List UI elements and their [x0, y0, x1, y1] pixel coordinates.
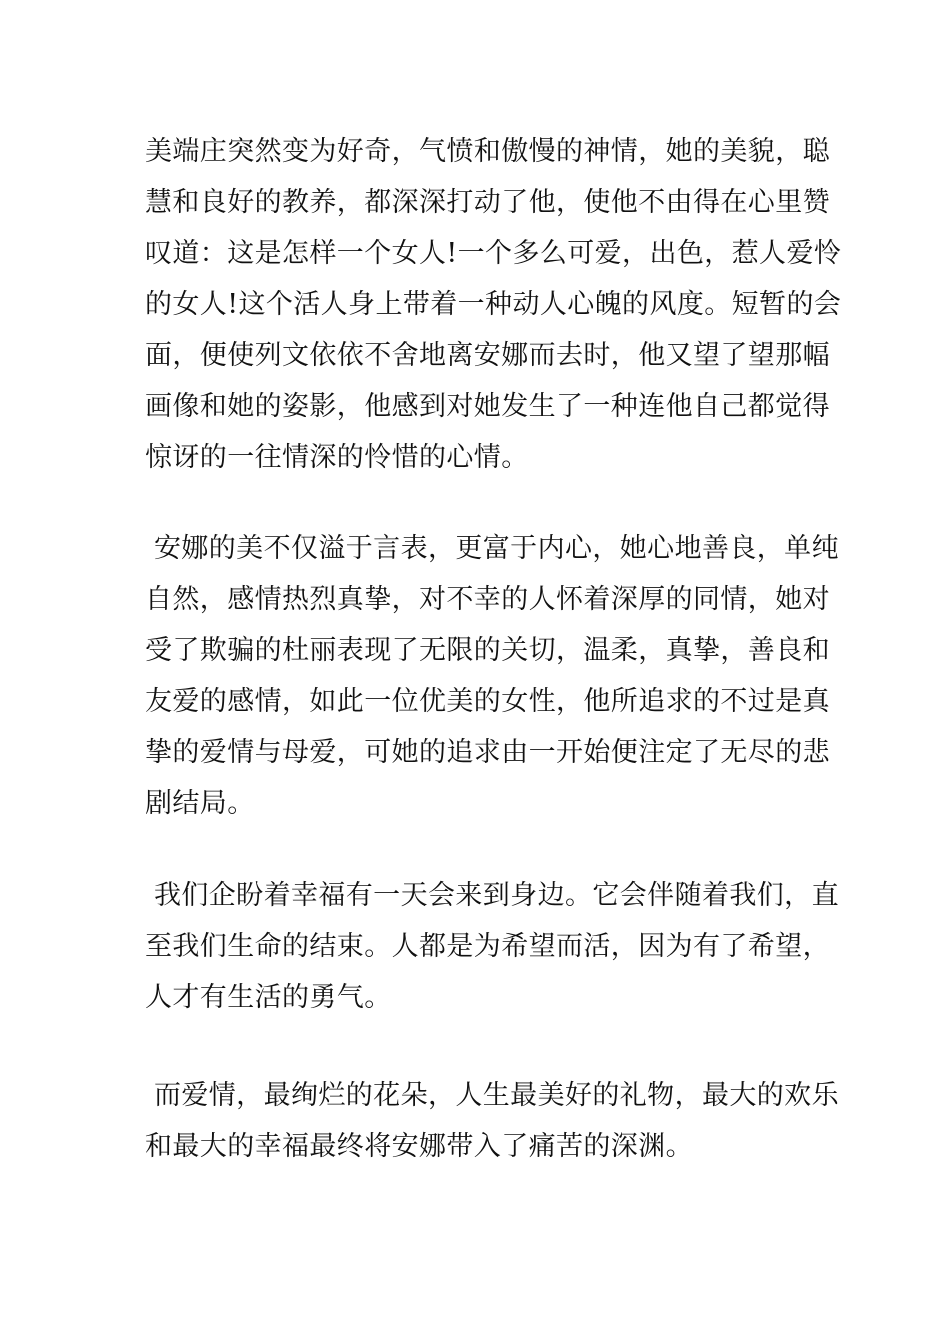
paragraph-2 — [145, 523, 839, 829]
text-line: 而爱情，最绚烂的花朵，人生最美好的礼物，最大的欢乐 — [145, 1080, 839, 1111]
text-line: 和最大的幸福最终将安娜带入了痛苦的深渊。 — [145, 1131, 693, 1162]
text-line: 自然，感情热烈真挚，对不幸的人怀着深厚的同情，她对 — [145, 584, 830, 615]
text-line: 友爱的感情，如此一位优美的女性，他所追求的不过是真 — [145, 686, 830, 717]
text-line: 我们企盼着幸福有一天会来到身边。它会伴随着我们，直 — [145, 880, 839, 911]
paragraph-4 — [145, 1070, 839, 1172]
text-line: 挚的爱情与母爱，可她的追求由一开始便注定了无尽的悲 — [145, 737, 830, 768]
text-line: 受了欺骗的杜丽表现了无限的关切，温柔，真挚，善良和 — [145, 635, 830, 666]
text-line: 的女人!这个活人身上带着一种动人心魄的风度。短暂的会 — [145, 289, 842, 320]
text-line: 至我们生命的结束。人都是为希望而活，因为有了希望， — [145, 931, 830, 962]
text-line: 面，便使列文依依不舍地离安娜而去时，他又望了望那幅 — [145, 340, 830, 371]
text-line: 画像和她的姿影，他感到对她发生了一种连他自己都觉得 — [145, 391, 830, 422]
text-line: 安娜的美不仅溢于言表，更富于内心，她心地善良，单纯 — [145, 533, 839, 564]
paragraph-3 — [145, 870, 839, 1023]
text-line: 剧结局。 — [145, 788, 255, 819]
text-line: 惊讶的一往情深的怜惜的心情。 — [145, 442, 529, 473]
text-line: 叹道：这是怎样一个女人!一个多么可爱，出色，惹人爱怜 — [145, 238, 842, 269]
text-line: 人才有生活的勇气。 — [145, 982, 392, 1013]
text-line: 美端庄突然变为好奇，气愤和傲慢的神情，她的美貌，聪 — [145, 136, 830, 167]
paragraph-1 — [145, 126, 842, 483]
text-line: 慧和良好的教养，都深深打动了他，使他不由得在心里赞 — [145, 187, 830, 218]
